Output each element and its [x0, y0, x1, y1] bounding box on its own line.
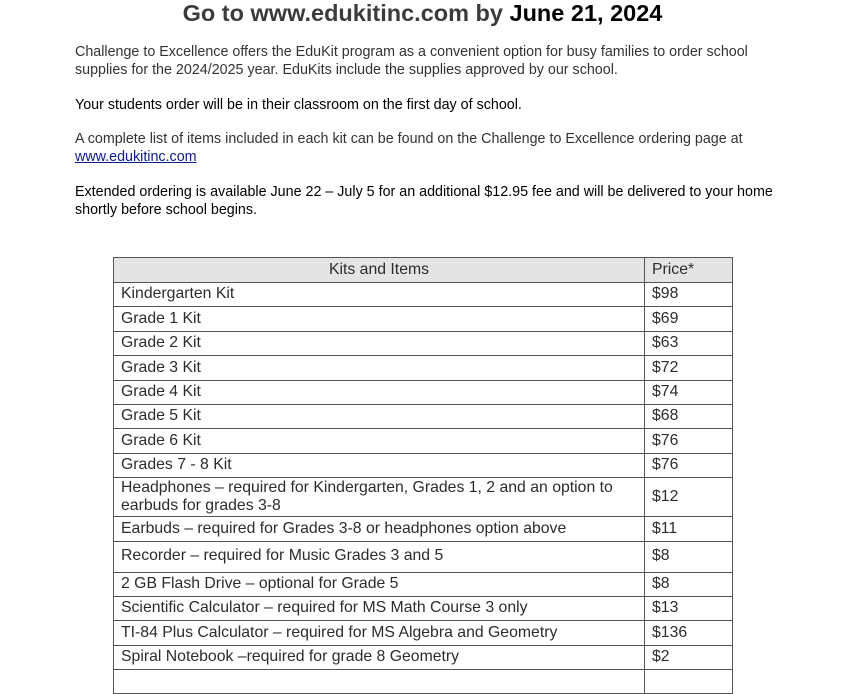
price-cell: $74 — [645, 380, 733, 404]
item-cell: Grade 5 Kit — [114, 404, 645, 428]
extended-ordering-note: Extended ordering is available June 22 – July 5 for an additional $12.95 fee and will be delivered to your home shortly before school begins. — [75, 184, 773, 218]
price-cell: $2 — [645, 645, 733, 669]
price-cell: $8 — [645, 572, 733, 596]
price-cell: $13 — [645, 596, 733, 620]
item-cell: Scientific Calculator – required for MS Math Course 3 only — [114, 596, 645, 620]
item-cell: Grade 1 Kit — [114, 307, 645, 331]
table-row — [114, 621, 733, 645]
price-cell: $98 — [645, 283, 733, 307]
item-cell: 2 GB Flash Drive – optional for Grade 5 — [114, 572, 645, 596]
table-row — [114, 356, 733, 380]
kits-price-table — [113, 257, 733, 694]
price-cell: $72 — [645, 356, 733, 380]
item-cell: Spiral Notebook –required for grade 8 Geometry — [114, 645, 645, 669]
price-cell: $136 — [645, 621, 733, 645]
item-cell: Grade 4 Kit — [114, 380, 645, 404]
table-row — [114, 645, 733, 669]
item-cell — [114, 670, 645, 694]
table-row — [114, 380, 733, 404]
table-row — [114, 478, 733, 517]
price-cell: $68 — [645, 404, 733, 428]
item-cell: Earbuds – required for Grades 3-8 or headphones option above — [114, 517, 645, 541]
table-row — [114, 283, 733, 307]
list-note-text: A complete list of items included in each kit can be found on the Challenge to Excellence ordering page at — [75, 131, 743, 147]
price-cell: $12 — [645, 478, 733, 517]
column-header-items: Kits and Items — [114, 258, 645, 283]
price-cell: $69 — [645, 307, 733, 331]
item-cell: Grade 6 Kit — [114, 429, 645, 453]
order-deadline: June 21, 2024 — [509, 0, 663, 26]
table-row — [114, 670, 733, 694]
price-cell: $76 — [645, 453, 733, 477]
item-cell: Headphones – required for Kindergarten, Grades 1, 2 and an option to earbuds for grades 3-8 — [114, 478, 645, 517]
price-cell: $8 — [645, 541, 733, 572]
page-heading — [0, 0, 845, 27]
table-row — [114, 307, 733, 331]
edukit-link[interactable]: www.edukitinc.com — [75, 148, 197, 165]
intro-paragraph: Challenge to Excellence offers the EduKit program as a convenient option for busy families to order school supplies for the 2024/2025 year. EduKits include the supplies approved by our school. — [75, 44, 748, 78]
table-row — [114, 404, 733, 428]
table-row — [114, 572, 733, 596]
table-row — [114, 541, 733, 572]
item-cell: Kindergarten Kit — [114, 283, 645, 307]
table-row — [114, 453, 733, 477]
item-cell: Grades 7 - 8 Kit — [114, 453, 645, 477]
item-cell: Grade 2 Kit — [114, 331, 645, 355]
list-note-paragraph — [75, 131, 795, 166]
price-cell: $76 — [645, 429, 733, 453]
item-cell: TI-84 Plus Calculator – required for MS Algebra and Geometry — [114, 621, 645, 645]
table-header-row — [114, 258, 733, 283]
price-cell: $63 — [645, 331, 733, 355]
table-row — [114, 596, 733, 620]
classroom-note: Your students order will be in their classroom on the first day of school. — [75, 97, 522, 113]
price-cell: $11 — [645, 517, 733, 541]
heading-text: Go to www.edukitinc.com by — [182, 0, 503, 26]
column-header-price: Price* — [645, 258, 733, 283]
table-row — [114, 429, 733, 453]
item-cell: Recorder – required for Music Grades 3 and 5 — [114, 541, 645, 572]
price-cell — [645, 670, 733, 694]
item-cell: Grade 3 Kit — [114, 356, 645, 380]
table-row — [114, 517, 733, 541]
table-row — [114, 331, 733, 355]
